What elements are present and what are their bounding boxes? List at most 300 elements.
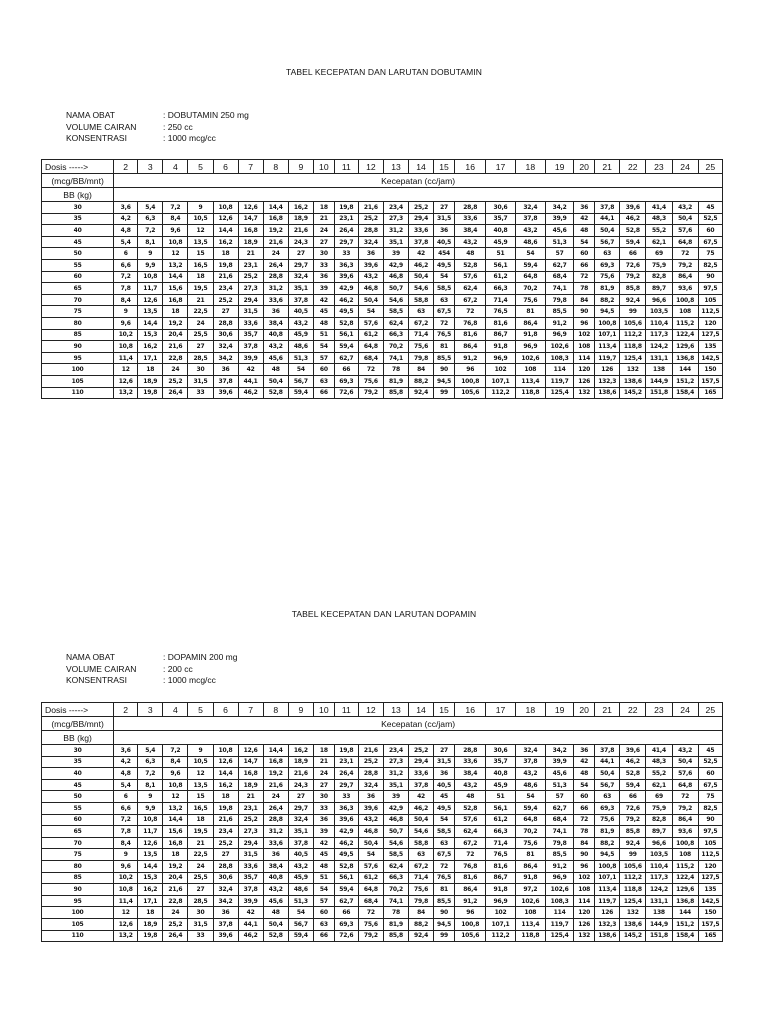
speed-cell: 105,6: [620, 317, 646, 329]
speed-cell: 48,6: [515, 779, 545, 791]
speed-cell: 57,6: [358, 317, 383, 329]
speed-cell: 117,3: [646, 329, 672, 341]
speed-cell: 90: [574, 849, 595, 861]
table-row: [42, 202, 723, 214]
speed-cell: 102,6: [546, 341, 574, 353]
speed-cell: 75,9: [646, 259, 672, 271]
speed-cell: 21,6: [263, 236, 288, 248]
speed-cell: 57,6: [358, 860, 383, 872]
speed-cell: 118,8: [515, 930, 545, 942]
speed-cell: 37,8: [238, 884, 263, 896]
speed-cell: 105,6: [620, 860, 646, 872]
speed-cell: 19,8: [138, 387, 163, 399]
speed-cell: 90: [698, 271, 722, 283]
speed-cell: 54,6: [383, 294, 408, 306]
speed-cell: 16,2: [213, 779, 238, 791]
dose-header-cell: 8: [263, 160, 288, 174]
weight-cell: 95: [42, 352, 114, 364]
speed-cell: 29,4: [409, 756, 434, 768]
speed-cell: 67,2: [455, 294, 486, 306]
speed-cell: 66: [574, 802, 595, 814]
dose-header-cell: 22: [620, 160, 646, 174]
speed-cell: 60: [574, 248, 595, 260]
dose-header-cell: 9: [288, 703, 313, 717]
speed-cell: 39,6: [358, 259, 383, 271]
speed-cell: 96: [574, 860, 595, 872]
dose-header-cell: 12: [358, 160, 383, 174]
speed-cell: 63: [313, 375, 334, 387]
dose-header-row: [42, 703, 723, 717]
speed-cell: 54: [313, 341, 334, 353]
speed-cell: 23,4: [213, 826, 238, 838]
speed-cell: 105,6: [455, 930, 486, 942]
speed-cell: 64,8: [358, 341, 383, 353]
dose-header-cell: 2: [114, 160, 138, 174]
speed-cell: 54,6: [409, 826, 434, 838]
speed-cell: 85,8: [383, 930, 408, 942]
table-row: [42, 213, 723, 225]
speed-cell: 72: [672, 248, 698, 260]
speed-cell: 59,4: [515, 802, 545, 814]
speed-cell: 45,9: [486, 236, 515, 248]
speed-cell: 96,6: [646, 294, 672, 306]
speed-cell: 25,5: [188, 872, 213, 884]
speed-cell: 14,4: [138, 860, 163, 872]
speed-cell: 157,5: [698, 918, 722, 930]
speed-cell: 112,2: [486, 387, 515, 399]
speed-cell: 72: [455, 849, 486, 861]
speed-cell: 72,6: [620, 802, 646, 814]
dose-header-cell: 18: [515, 703, 545, 717]
speed-cell: 96,9: [546, 329, 574, 341]
speed-cell: 48: [313, 860, 334, 872]
speed-cell: 22,5: [188, 849, 213, 861]
speed-cell: 18: [188, 814, 213, 826]
table-row: [42, 837, 723, 849]
speed-cell: 7,2: [138, 768, 163, 780]
speed-cell: 125,4: [620, 352, 646, 364]
unit-header-label: (mcg/BB/mnt): [42, 174, 114, 188]
speed-cell: 96,6: [646, 837, 672, 849]
speed-cell: 6,3: [138, 756, 163, 768]
table-row: [42, 225, 723, 237]
speed-cell: 138: [646, 364, 672, 376]
speed-cell: 48,3: [646, 756, 672, 768]
speed-cell: 42: [313, 837, 334, 849]
speed-cell: 112,2: [486, 930, 515, 942]
speed-cell: 127,5: [698, 872, 722, 884]
table-row: [42, 259, 723, 271]
weight-cell: 80: [42, 860, 114, 872]
speed-cell: 10,8: [138, 271, 163, 283]
speed-cell: 42: [574, 756, 595, 768]
speed-cell: 86,4: [515, 860, 545, 872]
table-row: [42, 294, 723, 306]
speed-cell: 96: [455, 364, 486, 376]
speed-cell: 33: [188, 387, 213, 399]
speed-cell: 86,4: [672, 814, 698, 826]
weight-cell: 110: [42, 930, 114, 942]
speed-cell: 61,2: [358, 872, 383, 884]
speed-cell: 74,1: [546, 826, 574, 838]
speed-cell: 46,2: [409, 802, 434, 814]
speed-cell: 132,3: [595, 918, 620, 930]
speed-cell: 29,7: [334, 236, 358, 248]
speed-cell: 132: [620, 907, 646, 919]
speed-cell: 42: [313, 294, 334, 306]
speed-cell: 48: [455, 791, 486, 803]
speed-cell: 18: [188, 271, 213, 283]
speed-cell: 126: [574, 918, 595, 930]
speed-cell: 43,2: [288, 860, 313, 872]
speed-cell: 54: [515, 248, 545, 260]
speed-cell: 14,7: [238, 756, 263, 768]
speed-cell: 79,2: [620, 271, 646, 283]
speed-cell: 16,2: [288, 202, 313, 214]
speed-cell: 15: [188, 791, 213, 803]
weight-cell: 90: [42, 341, 114, 353]
speed-cell: 42: [238, 364, 263, 376]
speed-cell: 13,2: [114, 387, 138, 399]
speed-cell: 21: [188, 294, 213, 306]
table-row: [42, 364, 723, 376]
dose-header-cell: 3: [138, 160, 163, 174]
speed-cell: 82,5: [698, 802, 722, 814]
speed-cell: 37,8: [515, 213, 545, 225]
dose-header-cell: 25: [698, 703, 722, 717]
speed-cell: 107,1: [595, 872, 620, 884]
speed-cell: 43,2: [515, 225, 545, 237]
speed-cell: 36: [358, 791, 383, 803]
speed-cell: 16,8: [238, 768, 263, 780]
speed-cell: 118,8: [620, 341, 646, 353]
speed-cell: 51: [486, 248, 515, 260]
speed-cell: 108: [574, 341, 595, 353]
speed-cell: 79,8: [546, 837, 574, 849]
info-label: NAMA OBAT: [66, 110, 115, 120]
speed-cell: 117,3: [646, 872, 672, 884]
speed-cell: 21,6: [213, 814, 238, 826]
speed-cell: 100,8: [672, 294, 698, 306]
dose-header-cell: 8: [263, 703, 288, 717]
speed-cell: 135: [698, 884, 722, 896]
speed-cell: 48: [574, 768, 595, 780]
speed-cell: 58,5: [383, 306, 408, 318]
speed-cell: 86,4: [672, 271, 698, 283]
speed-cell: 14,4: [163, 814, 188, 826]
speed-cell: 102: [486, 364, 515, 376]
speed-cell: 9: [188, 745, 213, 757]
speed-cell: 74,1: [383, 895, 408, 907]
speed-cell: 28,8: [263, 271, 288, 283]
speed-cell: 12: [188, 225, 213, 237]
speed-cell: 144: [672, 364, 698, 376]
speed-cell: 18,9: [138, 375, 163, 387]
speed-cell: 28,8: [455, 745, 486, 757]
speed-cell: 46,2: [238, 930, 263, 942]
speed-cell: 36: [574, 202, 595, 214]
speed-cell: 39: [313, 826, 334, 838]
speed-cell: 20,4: [163, 329, 188, 341]
speed-cell: 52,8: [334, 317, 358, 329]
speed-cell: 26,4: [263, 259, 288, 271]
speed-cell: 85,8: [620, 283, 646, 295]
weight-cell: 55: [42, 259, 114, 271]
speed-cell: 13,5: [138, 849, 163, 861]
speed-cell: 61,2: [358, 329, 383, 341]
speed-cell: 74,1: [383, 352, 408, 364]
dose-header-cell: 21: [595, 160, 620, 174]
speed-cell: 59,4: [620, 236, 646, 248]
speed-cell: 88,2: [595, 837, 620, 849]
speed-cell: 18,9: [138, 918, 163, 930]
speed-cell: 9,6: [163, 225, 188, 237]
speed-cell: 16,8: [163, 837, 188, 849]
speed-cell: 46,2: [620, 213, 646, 225]
speed-cell: 165: [698, 387, 722, 399]
dose-header-label: Dosis ----->: [42, 160, 114, 174]
speed-cell: 62,4: [455, 826, 486, 838]
speed-cell: 7,2: [114, 271, 138, 283]
speed-cell: 48: [455, 248, 486, 260]
speed-cell: 36: [213, 907, 238, 919]
speed-cell: 5,4: [114, 236, 138, 248]
speed-cell: 45: [698, 745, 722, 757]
weight-cell: 60: [42, 271, 114, 283]
speed-cell: 44,1: [238, 918, 263, 930]
dose-header-cell: 19: [546, 160, 574, 174]
speed-cell: 90: [698, 814, 722, 826]
speed-cell: 13,5: [138, 306, 163, 318]
speed-cell: 129,6: [672, 341, 698, 353]
speed-cell: 4,2: [114, 213, 138, 225]
speed-cell: 31,2: [263, 283, 288, 295]
speed-cell: 45,9: [486, 779, 515, 791]
weight-cell: 35: [42, 213, 114, 225]
table-row: [42, 375, 723, 387]
weight-cell: 65: [42, 826, 114, 838]
dobutamin-table: [41, 159, 723, 399]
speed-cell: 51: [313, 872, 334, 884]
speed-cell: 42,9: [334, 826, 358, 838]
dose-header-cell: 24: [672, 703, 698, 717]
info-label: VOLUME CAIRAN: [66, 121, 137, 132]
table-row: [42, 317, 723, 329]
speed-cell: 29,7: [334, 779, 358, 791]
speed-cell: 120: [698, 860, 722, 872]
speed-cell: 91,8: [515, 872, 545, 884]
speed-header-label: Kecepatan (cc/jam): [114, 717, 723, 731]
speed-cell: 113,4: [515, 918, 545, 930]
speed-cell: 33: [313, 802, 334, 814]
speed-cell: 66: [313, 930, 334, 942]
speed-cell: 8,4: [114, 837, 138, 849]
speed-cell: 27: [288, 791, 313, 803]
speed-cell: 62,1: [646, 779, 672, 791]
speed-cell: 35,1: [383, 236, 408, 248]
speed-cell: 14,7: [238, 213, 263, 225]
speed-cell: 57,6: [672, 225, 698, 237]
speed-cell: 28,5: [188, 352, 213, 364]
speed-cell: 64,8: [358, 884, 383, 896]
speed-cell: 45: [698, 202, 722, 214]
speed-cell: 102,6: [546, 884, 574, 896]
speed-cell: 60: [574, 791, 595, 803]
speed-cell: 22,8: [163, 895, 188, 907]
table-row: [42, 918, 723, 930]
speed-cell: 38,4: [263, 317, 288, 329]
speed-cell: 21,6: [163, 884, 188, 896]
speed-cell: 81,9: [595, 826, 620, 838]
dose-header-cell: 6: [213, 160, 238, 174]
speed-cell: 49,5: [334, 306, 358, 318]
speed-cell: 24: [163, 364, 188, 376]
speed-cell: 68,4: [546, 271, 574, 283]
speed-cell: 25,2: [163, 375, 188, 387]
speed-cell: 96,9: [486, 895, 515, 907]
speed-cell: 54: [288, 907, 313, 919]
speed-cell: 52,8: [455, 259, 486, 271]
info-value: : DOPAMIN 200 mg: [163, 652, 238, 662]
speed-cell: 31,5: [238, 849, 263, 861]
speed-cell: 18,9: [238, 779, 263, 791]
speed-cell: 54: [434, 814, 455, 826]
speed-cell: 19,2: [263, 225, 288, 237]
speed-cell: 39,6: [213, 930, 238, 942]
speed-cell: 81,9: [383, 918, 408, 930]
speed-cell: 91,8: [515, 329, 545, 341]
speed-cell: 43,2: [672, 202, 698, 214]
dose-header-label: Dosis ----->: [42, 703, 114, 717]
speed-cell: 79,2: [672, 802, 698, 814]
table-row: [42, 884, 723, 896]
info-label: KONSENTRASI: [66, 675, 127, 685]
speed-cell: 145,2: [620, 387, 646, 399]
weight-cell: 105: [42, 918, 114, 930]
speed-cell: 23,4: [383, 202, 408, 214]
speed-cell: 34,2: [213, 352, 238, 364]
speed-cell: 59,4: [288, 930, 313, 942]
speed-cell: 122,4: [672, 329, 698, 341]
speed-cell: 72: [574, 814, 595, 826]
speed-cell: 27: [313, 236, 334, 248]
speed-cell: 10,5: [188, 213, 213, 225]
speed-cell: 9: [188, 202, 213, 214]
speed-cell: 27,3: [383, 756, 408, 768]
speed-cell: 7,8: [114, 826, 138, 838]
speed-cell: 75,6: [515, 294, 545, 306]
speed-cell: 103,5: [646, 849, 672, 861]
speed-cell: 96: [574, 317, 595, 329]
speed-cell: 27: [313, 779, 334, 791]
speed-cell: 35,7: [486, 756, 515, 768]
speed-cell: 48: [574, 225, 595, 237]
speed-cell: 25,2: [409, 202, 434, 214]
speed-cell: 46,2: [334, 294, 358, 306]
speed-cell: 72,6: [334, 930, 358, 942]
speed-cell: 151,8: [646, 930, 672, 942]
speed-cell: 40,5: [434, 236, 455, 248]
speed-cell: 82,8: [646, 271, 672, 283]
speed-cell: 18: [138, 907, 163, 919]
speed-cell: 75,6: [515, 837, 545, 849]
dose-header-cell: 22: [620, 703, 646, 717]
speed-cell: 9: [138, 248, 163, 260]
speed-cell: 7,2: [138, 225, 163, 237]
speed-cell: 144,9: [646, 375, 672, 387]
speed-cell: 81,6: [455, 329, 486, 341]
speed-cell: 34,2: [546, 202, 574, 214]
speed-cell: 13,5: [188, 779, 213, 791]
speed-cell: 50,4: [672, 213, 698, 225]
speed-cell: 72: [434, 860, 455, 872]
speed-cell: 48: [313, 317, 334, 329]
dose-header-cell: 14: [409, 703, 434, 717]
speed-cell: 33,6: [263, 837, 288, 849]
speed-cell: 8,4: [163, 213, 188, 225]
dose-header-cell: 24: [672, 160, 698, 174]
speed-cell: 67,2: [409, 860, 434, 872]
speed-cell: 34,2: [546, 745, 574, 757]
weight-cell: 85: [42, 872, 114, 884]
speed-cell: 81,9: [383, 375, 408, 387]
speed-cell: 21,6: [288, 768, 313, 780]
table-row: [42, 907, 723, 919]
speed-cell: 39,6: [334, 814, 358, 826]
speed-cell: 142,5: [698, 352, 722, 364]
speed-cell: 24: [313, 225, 334, 237]
speed-cell: 48,3: [646, 213, 672, 225]
speed-cell: 36: [263, 306, 288, 318]
speed-cell: 39: [313, 283, 334, 295]
speed-cell: 6,3: [138, 213, 163, 225]
speed-cell: 79,8: [409, 352, 434, 364]
dose-header-cell: 10: [313, 160, 334, 174]
speed-cell: 29,7: [288, 802, 313, 814]
speed-cell: 45,6: [263, 895, 288, 907]
speed-cell: 86,7: [486, 329, 515, 341]
speed-cell: 86,4: [455, 341, 486, 353]
speed-cell: 12: [188, 768, 213, 780]
speed-cell: 33,6: [455, 756, 486, 768]
speed-cell: 100,8: [455, 918, 486, 930]
speed-cell: 21: [313, 756, 334, 768]
weight-cell: 55: [42, 802, 114, 814]
weight-cell: 40: [42, 225, 114, 237]
speed-cell: 13,2: [114, 930, 138, 942]
speed-cell: 145,2: [620, 930, 646, 942]
speed-cell: 79,2: [358, 387, 383, 399]
speed-cell: 89,7: [646, 283, 672, 295]
bb-header-row: [42, 188, 723, 202]
speed-cell: 61,2: [486, 814, 515, 826]
speed-cell: 14,4: [213, 768, 238, 780]
speed-cell: 19,8: [334, 745, 358, 757]
speed-cell: 25,2: [163, 918, 188, 930]
speed-cell: 24: [263, 248, 288, 260]
speed-cell: 62,4: [383, 317, 408, 329]
speed-cell: 51,3: [546, 779, 574, 791]
speed-cell: 30,6: [213, 329, 238, 341]
speed-cell: 39: [383, 248, 408, 260]
speed-cell: 56,7: [595, 779, 620, 791]
dose-header-cell: 9: [288, 160, 313, 174]
speed-cell: 76,8: [455, 860, 486, 872]
speed-cell: 38,4: [455, 768, 486, 780]
speed-cell: 76,5: [486, 306, 515, 318]
speed-cell: 20,4: [163, 872, 188, 884]
speed-cell: 39,9: [238, 895, 263, 907]
